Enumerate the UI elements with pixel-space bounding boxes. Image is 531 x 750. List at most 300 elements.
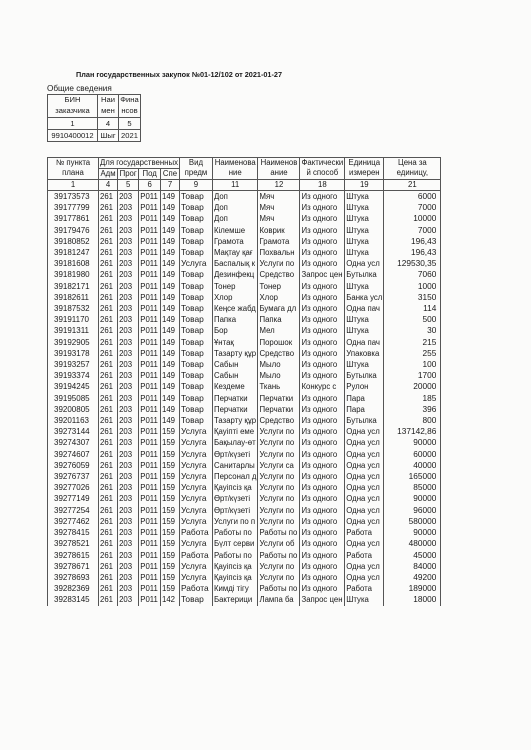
table-row — [48, 258, 441, 269]
table-cell: Услуга — [179, 493, 212, 504]
table-cell: 39192905 — [48, 337, 99, 348]
table-cell: Товар — [179, 370, 212, 381]
table-cell: Одна пач — [345, 303, 384, 314]
table-cell: Тонер — [258, 281, 300, 292]
table-cell: 45000 — [384, 550, 441, 561]
table-cell: Хлор — [212, 292, 258, 303]
table-cell: Перчатки — [212, 393, 258, 404]
table-cell: Услуги по — [258, 493, 300, 504]
table-cell: 261 — [99, 247, 118, 258]
table-cell: Из одного — [300, 303, 345, 314]
table-cell: 39193374 — [48, 370, 99, 381]
table-cell: Услуга — [179, 538, 212, 549]
table-cell: P011 — [139, 225, 161, 236]
table-cell: 203 — [118, 594, 139, 605]
table-cell: P011 — [139, 191, 161, 203]
table-cell: 261 — [99, 516, 118, 527]
general-value-row — [48, 130, 141, 142]
table-cell: 800 — [384, 415, 441, 426]
table-cell: 203 — [118, 381, 139, 392]
table-row — [48, 381, 441, 392]
table-cell: Хлор — [258, 292, 300, 303]
table-cell: 39191170 — [48, 314, 99, 325]
table-cell: 203 — [118, 538, 139, 549]
table-row — [48, 359, 441, 370]
table-cell: Услуга — [179, 426, 212, 437]
general-info-table — [47, 94, 141, 142]
table-cell: Услуги по — [258, 258, 300, 269]
column-number-cell: 1 — [48, 180, 99, 191]
table-cell: Из одного — [300, 337, 345, 348]
table-cell: Из одного — [300, 415, 345, 426]
table-cell: P011 — [139, 404, 161, 415]
table-cell: 39181980 — [48, 269, 99, 280]
table-cell: Бақылау-өт — [212, 437, 258, 448]
table-cell: 580000 — [384, 516, 441, 527]
column-number-row — [48, 180, 441, 191]
table-cell: Одна усл — [345, 449, 384, 460]
table-cell: Работы по — [258, 527, 300, 538]
table-cell: 149 — [161, 314, 180, 325]
table-cell: 149 — [161, 303, 180, 314]
table-cell: Бутылка — [345, 415, 384, 426]
table-cell: 149 — [161, 393, 180, 404]
table-cell: 39273144 — [48, 426, 99, 437]
table-cell: 90000 — [384, 493, 441, 504]
table-cell: 261 — [99, 437, 118, 448]
header-cell: Цена за единицу, — [384, 158, 441, 180]
table-row — [48, 583, 441, 594]
table-row — [48, 269, 441, 280]
table-cell: 196,43 — [384, 247, 441, 258]
table-cell: 203 — [118, 191, 139, 203]
column-number-cell: 18 — [300, 180, 345, 191]
table-row — [48, 516, 441, 527]
table-cell: Қауіпсіз қа — [212, 561, 258, 572]
table-cell: 203 — [118, 370, 139, 381]
procurement-table — [47, 157, 441, 606]
table-cell: Из одного — [300, 281, 345, 292]
table-cell: Товар — [179, 202, 212, 213]
table-cell: Мел — [258, 325, 300, 336]
table-cell: Товар — [179, 325, 212, 336]
table-cell: Услуга — [179, 561, 212, 572]
general-number-row — [48, 118, 141, 130]
table-cell: Одна усл — [345, 437, 384, 448]
table-cell: 39187532 — [48, 303, 99, 314]
table-cell: 6000 — [384, 191, 441, 203]
table-cell: 203 — [118, 393, 139, 404]
table-cell: 215 — [384, 337, 441, 348]
general-number-cell: 1 — [48, 118, 98, 130]
table-cell: Услуги по п — [212, 516, 258, 527]
table-cell: 480000 — [384, 538, 441, 549]
table-cell: Упаковка — [345, 348, 384, 359]
table-cell: Қауіпсіз қа — [212, 572, 258, 583]
table-cell: Рулон — [345, 381, 384, 392]
table-cell: 203 — [118, 359, 139, 370]
table-cell: Штука — [345, 594, 384, 605]
table-cell: 203 — [118, 437, 139, 448]
table-cell: Мыло — [258, 359, 300, 370]
table-cell: 203 — [118, 493, 139, 504]
table-cell: Из одного — [300, 449, 345, 460]
table-cell: 39276059 — [48, 460, 99, 471]
table-cell: 203 — [118, 213, 139, 224]
table-cell: Коврик — [258, 225, 300, 236]
table-cell: Из одного — [300, 493, 345, 504]
table-cell: 203 — [118, 415, 139, 426]
table-cell: 39277149 — [48, 493, 99, 504]
table-cell: Товар — [179, 404, 212, 415]
table-cell: Из одного — [300, 359, 345, 370]
table-cell: 39274607 — [48, 449, 99, 460]
header-cell: Вид предм — [179, 158, 212, 180]
table-cell: 261 — [99, 404, 118, 415]
table-cell: Средство — [258, 348, 300, 359]
table-cell: Одна усл — [345, 460, 384, 471]
table-cell: 261 — [99, 594, 118, 605]
table-row — [48, 348, 441, 359]
table-cell: Из одного — [300, 527, 345, 538]
table-cell: P011 — [139, 550, 161, 561]
header-group-row — [48, 158, 441, 169]
table-cell: 203 — [118, 325, 139, 336]
table-cell: Перчатки — [258, 393, 300, 404]
table-cell: Доп — [212, 213, 258, 224]
table-cell: Кілемше — [212, 225, 258, 236]
table-cell: Работа — [345, 583, 384, 594]
table-cell: P011 — [139, 572, 161, 583]
table-cell: Товар — [179, 381, 212, 392]
table-cell: 39277462 — [48, 516, 99, 527]
table-cell: Товар — [179, 281, 212, 292]
table-cell: 261 — [99, 583, 118, 594]
table-row — [48, 561, 441, 572]
table-cell: 203 — [118, 348, 139, 359]
table-cell: P011 — [139, 269, 161, 280]
table-cell: 39277254 — [48, 505, 99, 516]
table-cell: 159 — [161, 505, 180, 516]
table-cell: 261 — [99, 370, 118, 381]
table-cell: Из одного — [300, 471, 345, 482]
table-cell: 3150 — [384, 292, 441, 303]
table-cell: Услуга — [179, 258, 212, 269]
general-section-label: Общие сведения — [47, 84, 112, 93]
table-cell: Тонер — [212, 281, 258, 292]
table-cell: Штука — [345, 314, 384, 325]
table-cell: 39278615 — [48, 550, 99, 561]
table-cell: 84000 — [384, 561, 441, 572]
table-cell: Услуга — [179, 437, 212, 448]
table-cell: Товар — [179, 594, 212, 605]
table-cell: 203 — [118, 426, 139, 437]
header-cell: Прог — [118, 169, 139, 180]
table-cell: Из одного — [300, 191, 345, 203]
table-cell: 261 — [99, 493, 118, 504]
table-cell: Услуги по — [258, 516, 300, 527]
table-cell: 196,43 — [384, 236, 441, 247]
table-cell: 159 — [161, 527, 180, 538]
table-cell: 20000 — [384, 381, 441, 392]
table-cell: P011 — [139, 561, 161, 572]
table-cell: Из одного — [300, 314, 345, 325]
table-cell: Из одного — [300, 482, 345, 493]
table-cell: Из одного — [300, 561, 345, 572]
table-cell: 159 — [161, 471, 180, 482]
table-cell: 149 — [161, 381, 180, 392]
table-cell: Одна усл — [345, 426, 384, 437]
table-cell: P011 — [139, 359, 161, 370]
table-cell: Бор — [212, 325, 258, 336]
table-cell: 203 — [118, 516, 139, 527]
table-cell: 39278521 — [48, 538, 99, 549]
table-cell: Штука — [345, 359, 384, 370]
table-cell: Из одного — [300, 505, 345, 516]
table-cell: Товар — [179, 247, 212, 258]
table-cell: Штука — [345, 191, 384, 203]
table-cell: 39177799 — [48, 202, 99, 213]
table-cell: Перчатки — [258, 404, 300, 415]
table-cell: 165000 — [384, 471, 441, 482]
table-cell: 261 — [99, 561, 118, 572]
table-row — [48, 202, 441, 213]
table-cell: Бактерици — [212, 594, 258, 605]
table-cell: 261 — [99, 393, 118, 404]
table-cell: P011 — [139, 292, 161, 303]
table-cell: 39277026 — [48, 482, 99, 493]
table-cell: Грамота — [212, 236, 258, 247]
table-cell: 255 — [384, 348, 441, 359]
table-row — [48, 303, 441, 314]
table-row — [48, 191, 441, 203]
table-cell: Доп — [212, 202, 258, 213]
table-row — [48, 325, 441, 336]
table-row — [48, 415, 441, 426]
table-cell: Услуги по — [258, 572, 300, 583]
table-cell: Услуга — [179, 482, 212, 493]
table-row — [48, 225, 441, 236]
table-cell: 39278693 — [48, 572, 99, 583]
table-cell: 7000 — [384, 202, 441, 213]
table-cell: Кездеме — [212, 381, 258, 392]
table-row — [48, 572, 441, 583]
table-cell: 7000 — [384, 225, 441, 236]
table-cell: Товар — [179, 225, 212, 236]
table-cell: Услуги по — [258, 471, 300, 482]
table-cell: P011 — [139, 527, 161, 538]
table-cell: 203 — [118, 236, 139, 247]
table-cell: 149 — [161, 359, 180, 370]
table-row — [48, 426, 441, 437]
table-cell: 149 — [161, 225, 180, 236]
table-cell: Сабын — [212, 370, 258, 381]
table-cell: 1000 — [384, 281, 441, 292]
table-cell: Одна усл — [345, 258, 384, 269]
table-cell: 137142,86 — [384, 426, 441, 437]
table-cell: P011 — [139, 258, 161, 269]
table-cell: Работа — [179, 527, 212, 538]
table-cell: 149 — [161, 236, 180, 247]
general-value-cell: 9910400012 — [48, 130, 98, 142]
table-cell: 203 — [118, 314, 139, 325]
table-cell: 149 — [161, 258, 180, 269]
table-cell: 261 — [99, 314, 118, 325]
table-cell: Из одного — [300, 202, 345, 213]
column-number-cell: 21 — [384, 180, 441, 191]
table-cell: 203 — [118, 269, 139, 280]
table-cell: P011 — [139, 303, 161, 314]
table-row — [48, 314, 441, 325]
table-cell: 261 — [99, 449, 118, 460]
table-cell: Работы по — [212, 527, 258, 538]
table-cell: 39180852 — [48, 236, 99, 247]
table-cell: 261 — [99, 359, 118, 370]
table-cell: Өрт/күзеті — [212, 449, 258, 460]
table-cell: Штука — [345, 247, 384, 258]
table-cell: Товар — [179, 303, 212, 314]
table-cell: Штука — [345, 213, 384, 224]
header-cell: Наименов ание — [258, 158, 300, 180]
table-cell: Одна усл — [345, 538, 384, 549]
table-cell: Услуга — [179, 572, 212, 583]
table-cell: P011 — [139, 247, 161, 258]
table-cell: 159 — [161, 538, 180, 549]
table-cell: Из одного — [300, 460, 345, 471]
table-cell: Ұнтақ — [212, 337, 258, 348]
table-cell: 39193257 — [48, 359, 99, 370]
table-cell: P011 — [139, 236, 161, 247]
table-cell: Товар — [179, 236, 212, 247]
table-cell: Одна усл — [345, 516, 384, 527]
table-cell: 10000 — [384, 213, 441, 224]
table-cell: 203 — [118, 225, 139, 236]
table-cell: Услуги по — [258, 437, 300, 448]
table-cell: 261 — [99, 258, 118, 269]
table-cell: 261 — [99, 426, 118, 437]
table-cell: 203 — [118, 202, 139, 213]
table-cell: 39276737 — [48, 471, 99, 482]
table-cell: Товар — [179, 337, 212, 348]
table-cell: P011 — [139, 281, 161, 292]
table-cell: 396 — [384, 404, 441, 415]
table-cell: Кеңсе жабд — [212, 303, 258, 314]
table-cell: 203 — [118, 247, 139, 258]
table-row — [48, 505, 441, 516]
table-row — [48, 460, 441, 471]
column-number-cell: 4 — [99, 180, 118, 191]
table-cell: 203 — [118, 460, 139, 471]
table-cell: Из одного — [300, 236, 345, 247]
table-cell: Мяч — [258, 202, 300, 213]
table-cell: 49200 — [384, 572, 441, 583]
general-header-row — [48, 95, 141, 118]
table-cell: 30 — [384, 325, 441, 336]
general-header-cell: Фина нсов — [119, 95, 141, 118]
header-cell: Адм — [100, 169, 116, 178]
table-cell: 39193178 — [48, 348, 99, 359]
table-cell: Бутылка — [345, 269, 384, 280]
table-cell: Из одного — [300, 426, 345, 437]
table-cell: Услуги по — [258, 482, 300, 493]
table-cell: Одна усл — [345, 505, 384, 516]
table-cell: P011 — [139, 449, 161, 460]
table-cell: Одна усл — [345, 482, 384, 493]
table-cell: 90000 — [384, 527, 441, 538]
table-cell: Доп — [212, 191, 258, 203]
table-cell: 39182611 — [48, 292, 99, 303]
table-cell: Лампа ба — [258, 594, 300, 605]
table-cell: Из одного — [300, 404, 345, 415]
table-cell: 261 — [99, 471, 118, 482]
general-value-cell: Шыг — [98, 130, 119, 142]
table-cell: 261 — [99, 236, 118, 247]
table-cell: 149 — [161, 348, 180, 359]
header-cell: Спе — [161, 169, 180, 180]
table-cell: P011 — [139, 516, 161, 527]
table-cell: 129530,35 — [384, 258, 441, 269]
table-cell: 203 — [118, 550, 139, 561]
table-cell: P011 — [139, 493, 161, 504]
table-cell: Из одного — [300, 325, 345, 336]
table-cell: Товар — [179, 415, 212, 426]
table-cell: 261 — [99, 281, 118, 292]
table-cell: 159 — [161, 583, 180, 594]
table-cell: Из одного — [300, 572, 345, 583]
table-cell: Услуги об — [258, 538, 300, 549]
table-cell: Похвальн — [258, 247, 300, 258]
table-cell: Работы по — [258, 583, 300, 594]
table-row — [48, 538, 441, 549]
table-cell: 261 — [99, 269, 118, 280]
table-cell: Штука — [345, 325, 384, 336]
table-cell: 39195085 — [48, 393, 99, 404]
table-row — [48, 594, 441, 605]
table-cell: Қауіпті еме — [212, 426, 258, 437]
table-cell: Пара — [345, 404, 384, 415]
table-row — [48, 213, 441, 224]
table-cell: Пара — [345, 393, 384, 404]
table-cell: Сабын — [212, 359, 258, 370]
table-cell: 261 — [99, 505, 118, 516]
table-cell: Конкурс с — [300, 381, 345, 392]
table-cell: Бумага дл — [258, 303, 300, 314]
table-cell: 261 — [99, 325, 118, 336]
table-cell: P011 — [139, 213, 161, 224]
table-cell: 90000 — [384, 437, 441, 448]
table-cell: Штука — [345, 202, 384, 213]
table-cell: Из одного — [300, 583, 345, 594]
table-cell: Штука — [345, 236, 384, 247]
table-cell: 149 — [161, 191, 180, 203]
table-cell: P011 — [139, 437, 161, 448]
table-row — [48, 247, 441, 258]
table-cell: P011 — [139, 381, 161, 392]
table-row — [48, 482, 441, 493]
table-cell: Тазарту құр — [213, 416, 257, 426]
table-cell: Работа — [345, 527, 384, 538]
table-cell: Работа — [179, 550, 212, 561]
table-cell: Одна усл — [345, 493, 384, 504]
table-cell: 149 — [161, 404, 180, 415]
table-cell: 203 — [118, 561, 139, 572]
table-cell: 261 — [99, 482, 118, 493]
table-cell: 261 — [99, 202, 118, 213]
table-cell: Из одного — [300, 247, 345, 258]
header-cell: № пункта плана — [48, 158, 99, 180]
table-row — [48, 337, 441, 348]
table-row — [48, 493, 441, 504]
